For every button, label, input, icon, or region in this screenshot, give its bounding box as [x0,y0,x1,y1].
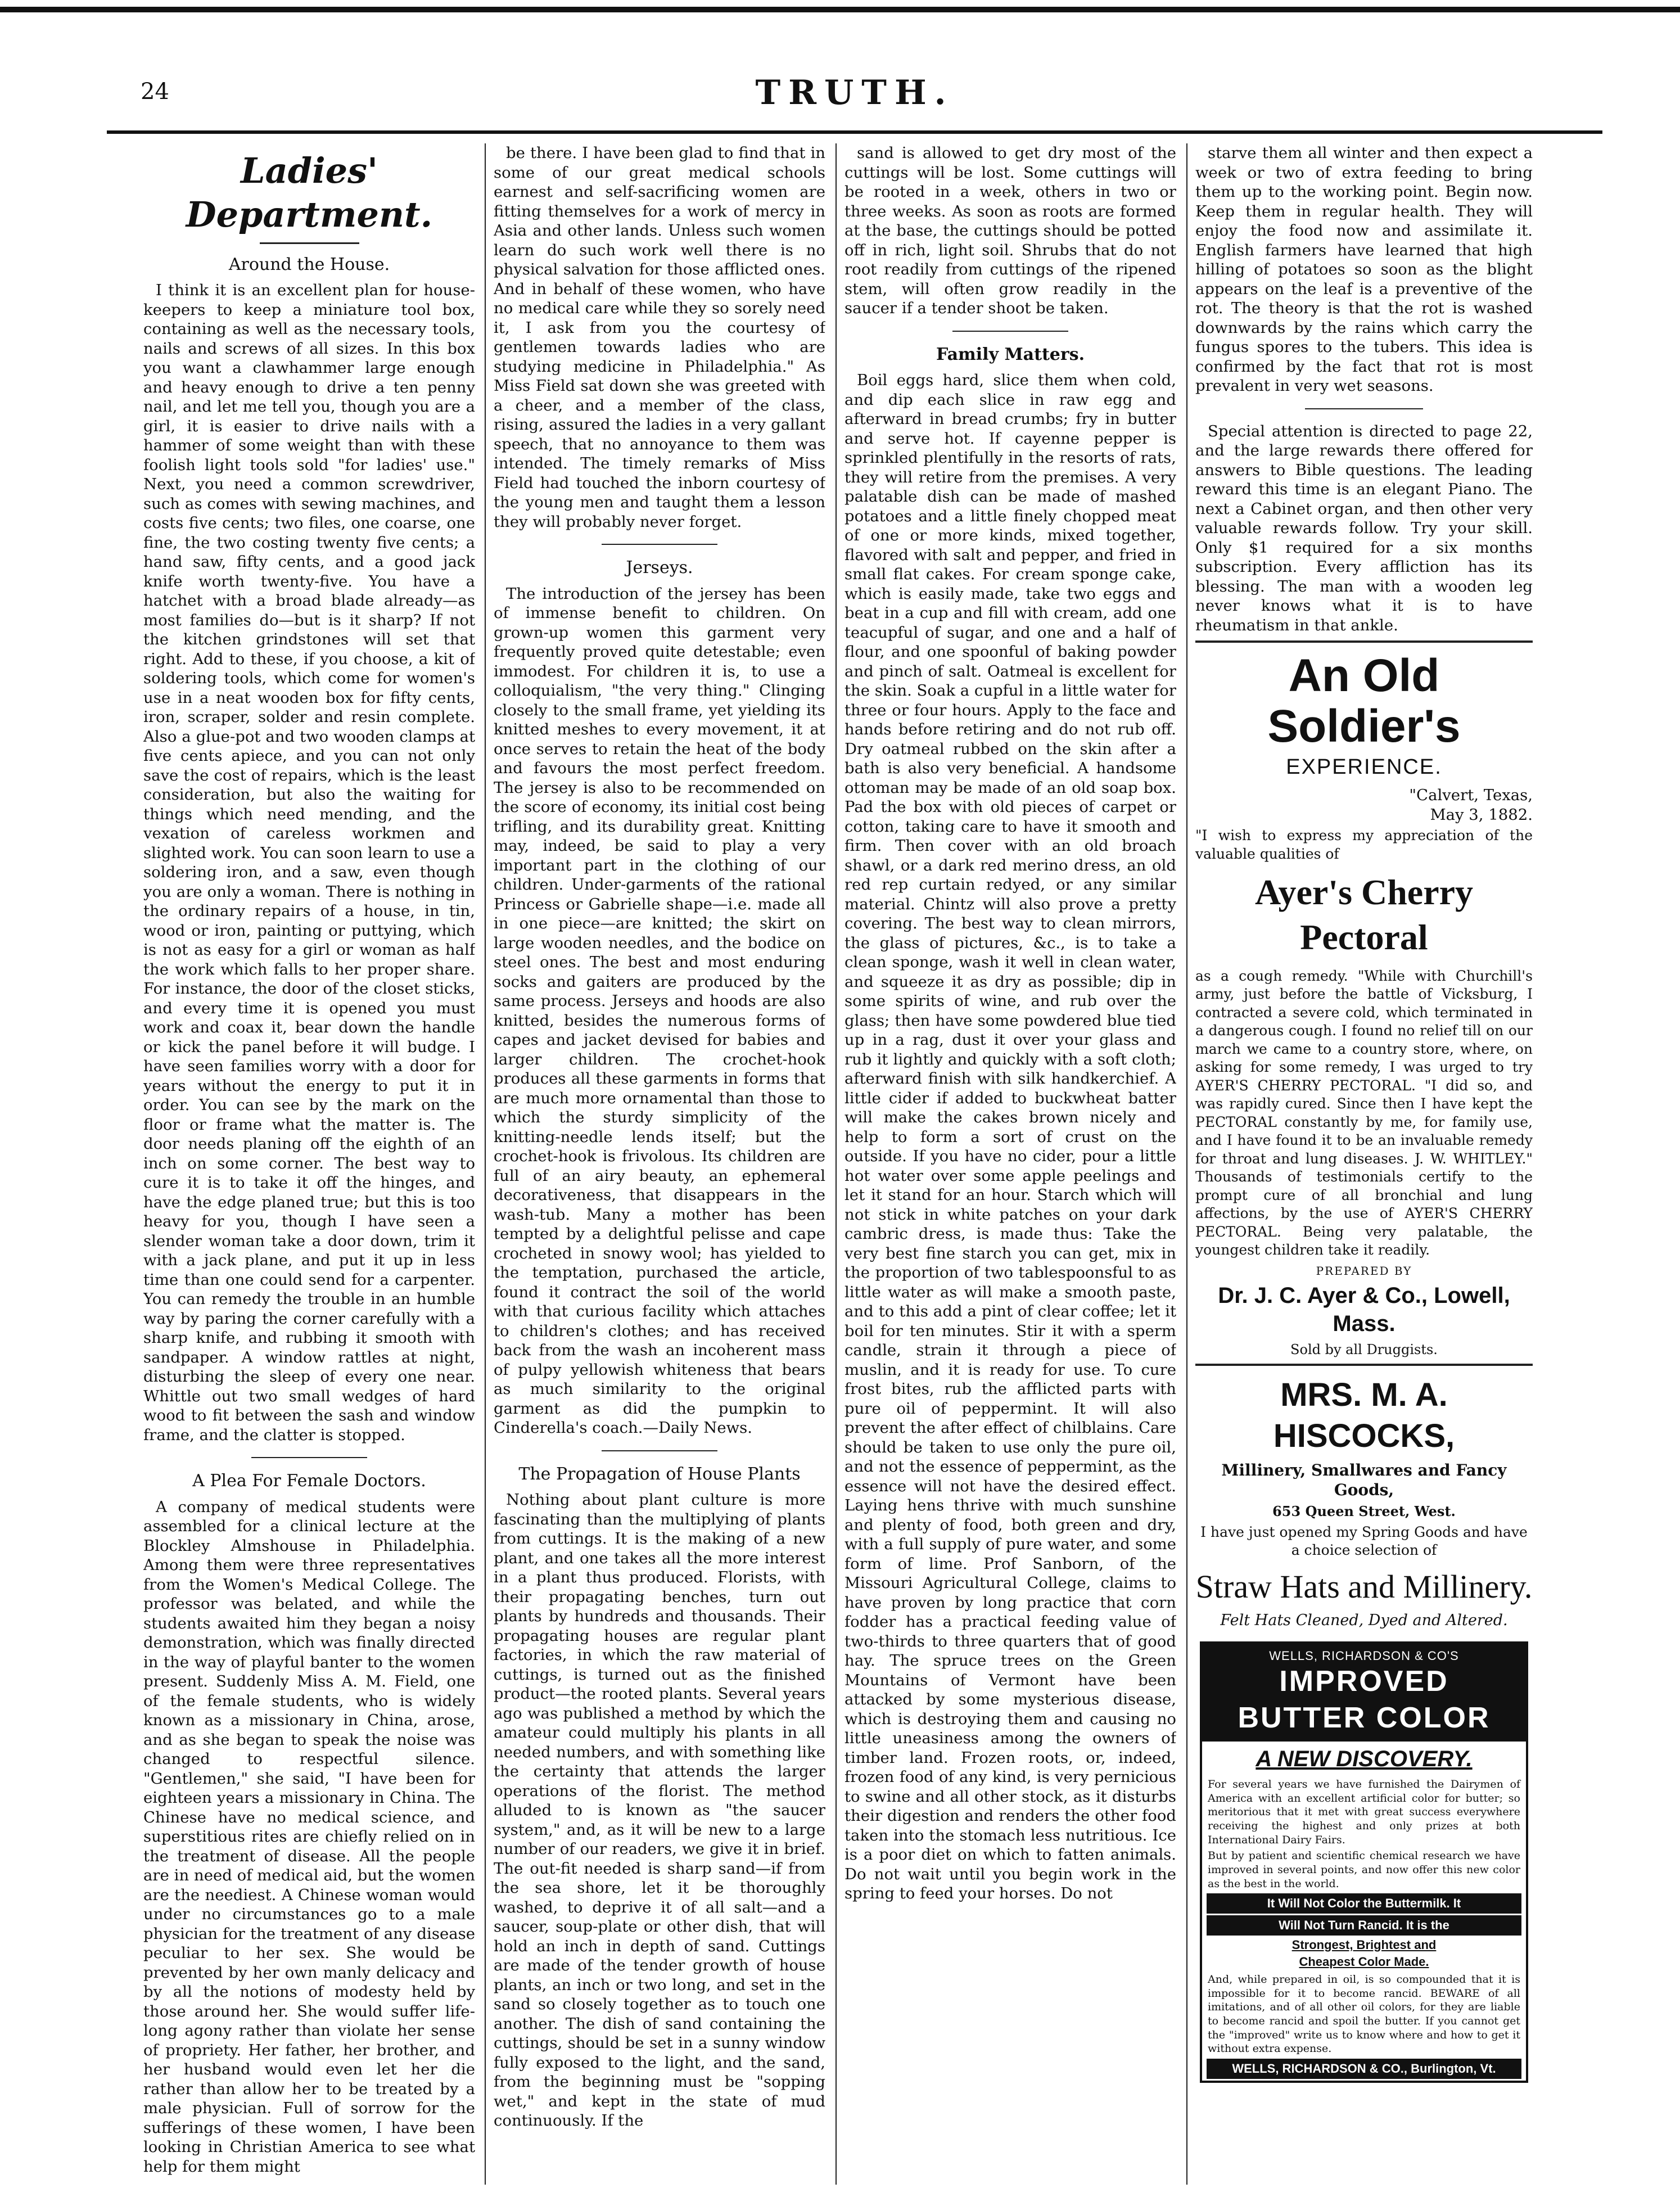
article-body: A company of medical students were assembled for a clinical lecture at the Blockley Almshouse in Philadelphia. Among them were three representatives from the Women's Medical College. The professor was belated, and while the students awaited him they began a noisy demonstration, which was finally directed in the way of playful banter to the women present. Suddenly Miss A. M. Field, one of the female students, who is widely known as a missionary in China, arose, and as she began to speak the noise was changed to respectful silence. "Gentlemen," she said, "I have been for eighteen years a missionary in China. The Chinese have no medical science, and superstitious rites are chiefly relied on in the treatment of disease. All the people are in need of medical aid, but the women are the neediest. A Chinese woman would under no circumstances go to a male physician for the treatment of any disease peculiar to her sex. She would be prevented by her own manly delicacy and by all the notions of modesty held by those around her. She would suffer life-long agony rather than violate her sense of propriety. Her father, her brother, and her husband would even let her die rather than allow her to be treated by a male physician. Full of sorrow for the sufferings of these women, I have been looking in Christian America to see what help for them might [143,1497,475,2176]
ad-text: But by patient and scientific chemical research we have improved in several points, and now offer this new color as the best in the world. [1208,1849,1520,1890]
article-heading: Around the House. [228,254,390,274]
article-body: Boil eggs hard, slice them when cold, and dip each slice in raw egg and afterward in bread crumbs; fry in butter and serve hot. If cayenne pepper is sprinkled plentifully in the resorts of rats, they will retire from the premises. A very palatable dish can be made of mashed potatoes and a little finely chopped meat of one or more kinds, mixed together, flavored with salt and pepper, and fried in small flat cakes. For cream sponge cake, which is easily made, take two eggs and beat in a cup and fill with cream, add one teacupful of sugar, and one and a half of flour, and one spoonful of baking powder and pinch of salt. Oatmeal is excellent for the skin. Soak a cupful in a little water for three or four hours. Apply to the face and hands before retiring and do not rub off. Dry oatmeal rubbed on the skin after a bath is also very beneficial. A handsome ottoman may be made of an old soap box. Pad the box with old pieces of carpet or cotton, taking care to have it smooth and firm. Then cover with an old broach shawl, or a dark red merino dress, an old red rep curtain redyed, or any similar material. Chintz will also prove a pretty covering. The best way to clean mirrors, the glass of pictures, &c., is to take a clean sponge, wash it well in clean water, and squeeze it as dry as possible; dip in some spirits of wine, and rub over the glass; then have some powdered blue tied up in a rag, dust it over your glass and rub it lightly and quickly with a soft cloth; afterward finish with silk handkerchief. A little cider if added to buckwheat batter will make the cakes brown nicely and help to form a sort of crust on the outside. If you have no cider, pour a little hot water over some apple peelings and let it stand for an hour. Starch which will not stick in white patches on your dark cambric dress, is made thus: Take the very best fine starch you can get, mix in the proportion of two tablespoonsful to as little water as will make a smooth paste, and to this add a pint of clear coffee; let it boil for ten minutes. Stir it with a sperm candle, strain it through a piece of muslin, and it is ready for use. To cure frost bites, rub the afflicted parts with pure oil of peppermint. It will also prevent the after effect of chilblains. Care should be taken to use only the pure oil, and not the essence of peppermint, as the essence will not have the desired effect. Laying hens thrive with much sunshine and plenty of food, both green and dry, with a full supply of pure water, and some form of lime. Prof Sanborn, of the Missouri Agricultural College, claims to have proven by long practice that corn fodder has a practical feeding value of two-thirds to three quarters that of good hay. The spruce trees on the Green Mountains of Vermont have been attacked by some mysterious disease, which is destroying them and causing no little uneasiness among the owners of timber land. Frozen roots, or, indeed, frozen food of any kind, is very pernicious to swine and all other stock, as it disturbs their digestion and renders the other food taken into the stomach less nutritious. Ice is a poor diet on which to fatten animals. Do not wait until you begin work in the spring to feed your horses. Do not [844,371,1176,1903]
divider [1195,1364,1533,1366]
divider [602,544,718,545]
divider [1195,640,1533,643]
article-body: The introduction of the jersey has been of immense benefit to children. On grown-up women this garment very frequently proved quite detestable; even immodest. For children it is, to use a colloquialism, "the very thing." Clinging closely to the small frame, yet yielding its knitted meshes to every movement, it at once serves to retain the heat of the body and favours the most perfect freedom. The jersey is also to be recommended on the score of economy, its initial cost being trifling, and its durability great. Knitting may, indeed, be said to play a very important part in the clothing of our children. Under-garments of the rational Princess or Gabrielle shape—i.e. made all in one piece—are knitted; the skirt on large wooden needles, and the bodice on steel ones. The best and most enduring socks and gaiters are produced by the same process. Jerseys and hoods are also knitted, besides the numerous forms of capes and jacket devised for babies and larger children. The crochet-hook produces all these garments in forms that are much more ornamental than those to which the sturdy simplicity of the knitting-needle lends itself; but the crochet-hook is frivolous. Its children are full of an airy beauty, an ephemeral decorativeness, that disappears in the wash-tub. Many a mother has been tempted by a delightful pelisse and cape crocheted in snowy wool; has yielded to the temptation, purchased the article, found it contract the soil of the world with that curious facility which attaches to children's clothes; and has received back from the wash an incoherent mass of pulpy yellowish whiteness that bears as much similarity to the original garment as did the pumpkin to Cinderella's coach.—Daily News. [494,584,825,1437]
divider [602,1450,718,1451]
ad-line: I have just opened my Spring Goods and have a choice selection of [1200,1524,1528,1558]
ad-bar: Will Not Turn Rancid. It is the [1207,1915,1521,1936]
article-body: sand is allowed to get dry most of the cuttings will be lost. Some cuttings will be rooted in a week, others in two or three weeks. As soon as roots are formed at the base, the cuttings should be potted off in rich, light soil. Shrubs that do not root readily from cuttings of the ripened stem, will often grow readily in the saucer if a tender shoot be taken. [844,144,1176,317]
masthead: TRUTH. [755,73,954,112]
divider [251,1457,368,1458]
ad-company: WELLS, RICHARDSON & CO'S [1269,1648,1459,1663]
butter-color-advertisement [1200,1641,1528,2083]
article-body: Nothing about plant culture is more fascinating than the multiplying of plants from cuttings. It is the making of a new plant, and one takes all the more interest in a plant thus produced. Florists, with their propagating benches, turn out plants by hundreds and thousands. Their propagating houses are regular plant factories, in which the raw material of cuttings, is turned out as the finished product—the rooted plants. Several years ago was published a method by which the amateur could multiply his plants in all needed numbers, and with something like the certainty that attends the larger operations of the florist. The method alluded to is known as "the saucer system," and, as it will be new to a large number of our readers, we give it in brief. The out-fit needed is sharp sand—if from the sea shore, let it be thoroughly washed, to deprive it of all salt—and a saucer, soup-plate or other dish, that will hold an inch in depth of sand. Cuttings are made of the tender growth of house plants, an inch or two long, and set in the sand so closely together as to touch one another. The dish of sand containing the cuttings, should be set in a sunny window fully exposed to the light, and the sand, from the beginning must be "sopping wet," and kept in the state of mud continuously. If the [494,1491,825,2130]
ad-butter: BUTTER COLOR [1238,1702,1491,1735]
ad-address: 653 Queen Street, West. [1272,1503,1456,1520]
ad-discovery: A NEW DISCOVERY. [1256,1746,1473,1771]
top-rule [0,7,1680,12]
ad-italic: Felt Hats Cleaned, Dyed and Altered. [1220,1611,1508,1629]
column-3 [844,143,1176,2185]
ad-headline: Straw Hats and Millinery. [1195,1568,1533,1605]
ad-place: "Calvert, Texas, [1409,786,1533,805]
header-rule [107,130,1602,134]
hiscocks-advertisement [1195,1375,1533,1630]
column-2 [494,143,825,2185]
ad-title: An Old Soldier's [1267,650,1461,752]
ad-text: And, while prepared in oil, is so compounded that it is impossible for it to become rancid. BEWARE of all imitations, and of all other oil colors, for they are liable to become rancid and spoil the butter. If you cannot get the "improved" write us to know where and how to get it without extra expense. [1208,1973,1520,2055]
article-heading: The Propagation of House Plants [518,1464,801,1484]
notice-text: Special attention is directed to page 22, and the large rewards there offered for answers to Bible questions. The leading reward this time is an elegant Piano. The next a Cabinet organ, and then other very valuable rewards follow. Try your skill. Only $1 required for a six months subscription. Every affliction has its blessing. The man with a wooden leg never knows what it is to have rheumatism in that ankle. [1195,422,1533,634]
ad-improved: IMPROVED [1279,1665,1449,1698]
ad-banner [1202,1644,1526,1742]
column-4 [1195,143,1533,2185]
column-rule [1186,143,1187,2185]
ad-maker: Dr. J. C. Ayer & Co., Lowell, Mass. [1218,1283,1510,1336]
department-title: Ladies' Department. [186,150,433,235]
ad-footer: WELLS, RICHARDSON & CO., Burlington, Vt. [1207,2059,1521,2079]
ad-date: May 3, 1882. [1430,805,1533,824]
ad-prepared: PREPARED BY [1316,1264,1412,1278]
ad-text: For several years we have furnished the Dairymen of America with an excellent artificial color for butter; so meritorious that it met with great success everywhere receiving the highest and only prizes at both International Dairy Fairs. [1208,1778,1520,1846]
ad-line: Strongest, Brightest and [1291,1937,1437,1952]
divider [952,331,1069,332]
column-rule [485,143,486,2185]
article-body: starve them all winter and then expect a week or two of extra feeding to bring them up to the working point. Begin now. Keep them in regular health. They will enjoy the food now and assimilate it. English farmers have learned that high hilling of potatoes so soon as the blight appears on the leaf is a preventive of the rot. The theory is that the rot is washed downwards by the rains which carry the fungus spores to the tubers. This idea is confirmed by the fact that rot is most prevalent in very wet seasons. [1195,144,1533,395]
ad-text: as a cough remedy. "While with Churchill's army, just before the battle of Vicksburg, I contracted a severe cold, which terminated in a dangerous cough. I found no relief till on our march we came to a country store, where, on asking for some remedy, I was urged to try AYER'S CHERRY PECTORAL. "I did so, and was rapidly cured. Since then I have kept the PECTORAL constantly by me, for family use, and I have found it to be an invaluable remedy for throat and lung diseases. J. W. WHITLEY." Thousands of testimonials certify to the prompt cure of all bronchial and lung affections, by the use of AYER'S CHERRY PECTORAL. Being very palatable, the youngest children take it readily. [1195,967,1533,1258]
ad-name: MRS. M. A. HISCOCKS, [1273,1377,1455,1455]
ad-product: Ayer's Cherry Pectoral [1255,872,1473,958]
article-body: I think it is an excellent plan for house-keepers to keep a miniature tool box, containing as well as the necessary tools, nails and screws of all sizes. In this box you want a clawhammer large enough and heavy enough to drive a ten penny nail, and let me tell you, though you are a girl, it is easier to drive nails with a hammer of some weight than with these foolish light tools sold "for ladies' use." Next, you need a common screwdriver, such as comes with sewing machines, and costs five cents; two files, one coarse, one fine, the two costing twenty five cents; a hand saw, fifty cents, and a good jack knife worth twenty-five. You have a hatchet with a broad blade already—as most families do—but is it sharp? If not the kitchen grindstones will set that right. Add to these, if you choose, a kit of soldering tools, which come for women's use in a neat wooden box for fifty cents, iron, scraper, solder and resin complete. Also a glue-pot and two wooden clamps at five cents apiece, and you can not only save the cost of repairs, which is the least consideration, but also the waiting for things which need mending, and the vexation of careless workmen and slighted work. You can soon learn to use a soldering iron, and a saw, even though you are only a woman. There is nothing in the ordinary repairs of a house, in tin, wood or iron, painting or puttying, which is not as easy for a girl or woman as half the work which falls to her proper share. For instance, the door of the closet sticks, and every time it is opened you must work and coax it, bear down the handle or kick the panel before it will budge. I have seen families worry with a door for years without the energy to put it in order. You can see by the mark on the floor or frame what the matter is. The door needs planing off the eighth of an inch on some corner. The best way to cure it is to take it off the hinges, and have the edge planed true; but this is too heavy for you, though I have seen a slender woman take a door down, trim it with a jack plane, and put it up in less time than one could send for a carpenter. You can remedy the trouble in an humble way by paring the corner carefully with a sharp knife, and rubbing it smooth with sandpaper. A window rattles at night, disturbing the sleep of every one near. Whittle out two small wedges of hard wood to fit between the sash and window frame, and the clatter is stopped. [143,281,475,1444]
column-rule [836,143,837,2185]
ad-bar: It Will Not Color the Buttermilk. It [1207,1893,1521,1914]
ad-sold: Sold by all Druggists. [1290,1342,1438,1358]
page-header [107,73,1602,124]
article-heading: A Plea For Female Doctors. [192,1471,426,1491]
ad-line: Cheapest Color Made. [1299,1955,1429,1969]
ad-subtitle: EXPERIENCE. [1286,755,1442,779]
divider [260,242,359,244]
article-body: be there. I have been glad to find that in some of our great medical schools earnest and self-sacrificing women are fitting themselves for a work of mercy in Asia and other lands. Unless such women learn do such work well there is no physical salvation for those afflicted ones. And in behalf of these women, who have no medical care while they so sorely need it, I ask from you the courtesy of gentlemen towards ladies who are studying medicine in Philadelphia." As Miss Field sat down she was greeted with a cheer, and a member of the class, rising, assured the ladies in a very gallant speech, that no annoyance to them was intended. The timely remarks of Miss Field had touched the inborn courtesy of the young men and taught them a lesson they will probably never forget. [494,144,825,531]
divider [1305,408,1423,409]
ad-intro: "I wish to express my appreciation of the valuable qualities of [1195,827,1533,862]
column-1 [143,143,475,2185]
ayers-advertisement [1195,651,1533,1358]
article-heading: Family Matters. [936,344,1085,364]
article-heading: Jerseys. [626,558,693,578]
page-number: 24 [141,79,169,105]
ad-line: Millinery, Smallwares and Fancy Goods, [1221,1460,1507,1499]
